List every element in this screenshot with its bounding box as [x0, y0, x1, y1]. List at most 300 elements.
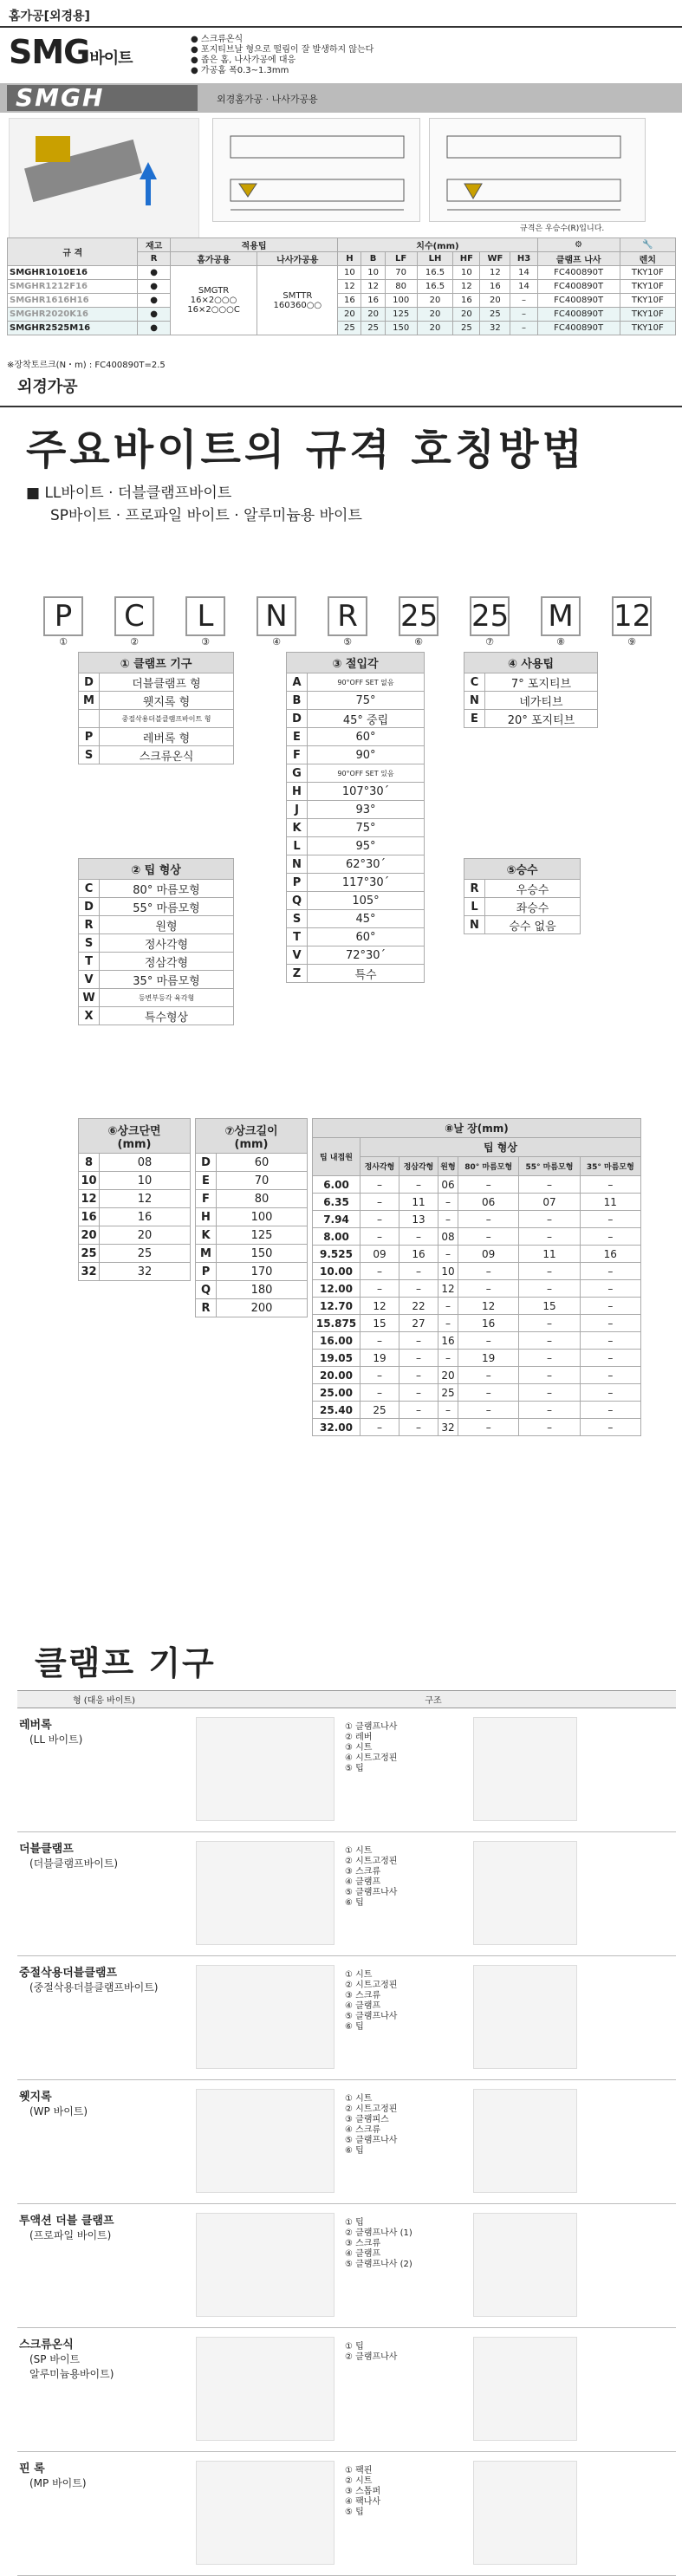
table-title: ① 클램프 기구 — [79, 653, 234, 673]
table-title: ③ 절입각 — [287, 653, 425, 673]
table-cell: R — [196, 1299, 217, 1317]
category-line-1: ■ LL바이트 · 더블클램프바이트 — [26, 485, 232, 502]
table-cell: 12 — [100, 1190, 191, 1208]
col-h: H — [338, 252, 361, 266]
assembly-image — [196, 2337, 335, 2441]
table-cell: 12.70 — [313, 1298, 360, 1315]
part-item: ① 시트 — [345, 2094, 373, 2104]
cut-angle-table — [286, 652, 425, 983]
cell-hf: 25 — [453, 322, 480, 335]
header-tag: 홈가공[외경용] — [9, 10, 90, 23]
cell-value: 원형 — [100, 916, 234, 934]
table-row — [287, 673, 425, 692]
cell-code: SMGHR2525M16 — [8, 322, 138, 335]
cell-value: 60° — [308, 928, 425, 946]
exploded-image — [473, 2213, 577, 2317]
assembly-image — [196, 1841, 335, 1945]
cell-wrench: TKY10F — [620, 294, 675, 308]
tip-shape-table — [78, 858, 234, 1025]
table-cell: – — [580, 1384, 640, 1402]
part-item: ② 시트고정핀 — [345, 2104, 398, 2114]
code-number: ⑥ — [414, 636, 423, 647]
parts-list — [345, 2466, 458, 2565]
table-cell: 06 — [438, 1176, 458, 1194]
code-number: ② — [130, 636, 139, 647]
table-cell: 15 — [360, 1315, 399, 1332]
table-row — [79, 1172, 191, 1190]
cell-wf: 16 — [480, 280, 510, 294]
code-letter-box: 12 — [612, 596, 652, 636]
table-row — [79, 710, 234, 728]
cell-lf: 150 — [385, 322, 417, 335]
cell-hf: 16 — [453, 294, 480, 308]
table-cell: 32 — [438, 1419, 458, 1436]
table-cell: – — [580, 1280, 640, 1298]
table-cell: – — [580, 1419, 640, 1436]
page-title: 주요바이트의 규격 호칭방법 — [26, 426, 586, 474]
table-cell: – — [399, 1350, 438, 1367]
clamp-sub: (MP 바이트) — [29, 2477, 87, 2489]
cell-key: V — [287, 946, 308, 965]
table-cell: 25.00 — [313, 1384, 360, 1402]
table-row — [196, 1281, 308, 1299]
section-label: 외경가공 — [17, 378, 78, 396]
table-row — [17, 1708, 676, 1832]
table-cell: – — [458, 1402, 519, 1419]
category-line-2: SP바이트 · 프로파일 바이트 · 알루미늄용 바이트 — [50, 507, 362, 524]
cell-value: 105° — [308, 892, 425, 910]
cell-key: A — [287, 673, 308, 692]
table-cell: – — [360, 1228, 399, 1246]
cell-key: M — [79, 692, 100, 710]
cell-screw: FC400890T — [537, 280, 620, 294]
clamp-structure-cell — [191, 2328, 676, 2452]
cell-value: 90°OFF SET 있음 — [308, 764, 425, 783]
table-row — [287, 728, 425, 746]
cell-h: 10 — [338, 266, 361, 280]
table-cell: 13 — [399, 1211, 438, 1228]
cell-value: 중절삭용더블클램프바이트 형 — [100, 710, 234, 728]
feature-list — [191, 35, 373, 76]
use-tip-table — [464, 652, 598, 728]
table-row — [287, 710, 425, 728]
feature-item: ● 포지티브날 형으로 떨림이 잘 발생하지 않는다 — [191, 45, 374, 55]
assembly-image — [196, 2089, 335, 2193]
part-item: ④ 클램프 — [345, 1877, 381, 1887]
cell-key: P — [287, 874, 308, 892]
table-cell: – — [580, 1211, 640, 1228]
table-cell: 16 — [399, 1246, 438, 1263]
table-row — [17, 2080, 676, 2204]
table-cell: – — [360, 1194, 399, 1211]
table-row — [17, 2204, 676, 2328]
table-row — [287, 965, 425, 983]
code-letter-box: R — [328, 596, 367, 636]
table-cell: – — [458, 1211, 519, 1228]
cell-code: SMGHR1212F16 — [8, 280, 138, 294]
code-letter-box: 25 — [470, 596, 510, 636]
cell-value: 승수 없음 — [485, 916, 581, 934]
table-cell: – — [360, 1211, 399, 1228]
part-item: ⑤ 팁 — [345, 2508, 364, 2517]
cell-wrench: TKY10F — [620, 308, 675, 322]
table-cell: – — [438, 1350, 458, 1367]
table-cell: 11 — [580, 1194, 640, 1211]
exploded-image — [473, 1717, 577, 1821]
cell-wf: 32 — [480, 322, 510, 335]
table-row — [464, 673, 598, 692]
part-item: ⑥ 팁 — [345, 1898, 364, 1908]
table-cell: 15.875 — [313, 1315, 360, 1332]
table-cell: P — [196, 1263, 217, 1281]
table-cell: 8.00 — [313, 1228, 360, 1246]
table-cell: 25 — [360, 1402, 399, 1419]
cell-h: 16 — [338, 294, 361, 308]
table-row — [196, 1299, 308, 1317]
table-cell: 06 — [458, 1194, 519, 1211]
table-row — [464, 898, 581, 916]
cell-key: T — [287, 928, 308, 946]
clamp-type-cell — [17, 2080, 191, 2204]
table-row — [464, 710, 598, 728]
table-cell: 22 — [399, 1298, 438, 1315]
table-cell: 16 — [79, 1208, 100, 1226]
cell-wrench: TKY10F — [620, 280, 675, 294]
clamp-name: 스크류온식 — [19, 2339, 74, 2352]
table-row — [196, 1154, 308, 1172]
table-row — [287, 892, 425, 910]
table-row — [196, 1208, 308, 1226]
cell-value: 우승수 — [485, 880, 581, 898]
table-cell: 200 — [217, 1299, 308, 1317]
table-row — [17, 1832, 676, 1956]
col-code: 규 격 — [8, 238, 138, 266]
table-row — [196, 1190, 308, 1208]
assembly-image — [196, 1717, 335, 1821]
table-title: ⑧날 장(mm) — [313, 1119, 641, 1138]
cell-value: 레버록 형 — [100, 728, 234, 746]
cell-wf: 20 — [480, 294, 510, 308]
cell-wf: 12 — [480, 266, 510, 280]
table-row — [79, 934, 234, 953]
table-cell: – — [519, 1419, 580, 1436]
table-cell: 12 — [438, 1280, 458, 1298]
table-cell: 11 — [399, 1194, 438, 1211]
part-item: ③ 스크류 — [345, 1991, 381, 2000]
table-row — [79, 1190, 191, 1208]
part-item: ④ 스크류 — [345, 2125, 381, 2135]
table-cell: 20 — [438, 1367, 458, 1384]
cell-value: 더블클램프 형 — [100, 673, 234, 692]
table-row — [287, 692, 425, 710]
exploded-image — [473, 2337, 577, 2441]
cell-key: D — [79, 898, 100, 916]
table-cell: – — [438, 1211, 458, 1228]
cell-key: Q — [287, 892, 308, 910]
table-cell: – — [458, 1384, 519, 1402]
table-cell: 32 — [79, 1263, 100, 1281]
table-cell: – — [458, 1280, 519, 1298]
cell-key: P — [79, 728, 100, 746]
part-item: ① 시트 — [345, 1970, 373, 1980]
cell-key: D — [287, 710, 308, 728]
table-cell: 7.94 — [313, 1211, 360, 1228]
table-title: ⑦상크길이 (mm) — [196, 1119, 308, 1154]
cell-b: 12 — [361, 280, 385, 294]
table-cell: – — [438, 1194, 458, 1211]
table-cell: 27 — [399, 1315, 438, 1332]
cell-b: 16 — [361, 294, 385, 308]
feature-item: ● 스크류온식 — [191, 35, 244, 44]
hand-table — [464, 858, 581, 934]
product-name: SMG — [9, 33, 90, 71]
cell-value: 75° — [308, 819, 425, 837]
table-row — [79, 916, 234, 934]
table-cell: – — [519, 1367, 580, 1384]
col-structure: 구조 — [191, 1691, 676, 1708]
table-cell: 16.00 — [313, 1332, 360, 1350]
part-item: ① 팁 — [345, 2342, 364, 2352]
clamp-name: 중절삭용더블클램프 — [19, 1967, 118, 1980]
cell-b: 20 — [361, 308, 385, 322]
cell-key: L — [464, 898, 485, 916]
table-row — [313, 1315, 641, 1332]
dimension-diagram-1 — [212, 118, 420, 222]
cell-key: X — [79, 1007, 100, 1025]
cell-key: N — [464, 916, 485, 934]
col-shape-type: 정삼각형 — [399, 1157, 438, 1176]
part-item: ③ 스크류 — [345, 2239, 381, 2248]
cell-key: S — [287, 910, 308, 928]
structure-row — [191, 1832, 676, 1945]
table-row — [79, 673, 234, 692]
code-number: ⑤ — [343, 636, 352, 647]
cell-lh: 16.5 — [417, 280, 453, 294]
table-cell: 11 — [519, 1246, 580, 1263]
clamp-sub: (중절삭용더블클램프바이트) — [29, 1981, 159, 1994]
cell-h: 20 — [338, 308, 361, 322]
table-row — [313, 1246, 641, 1263]
table-row — [17, 1956, 676, 2080]
clamp-type-cell — [17, 2328, 191, 2452]
col-inscribed: 팁 내접원 — [313, 1138, 360, 1176]
part-item: ④ 팩나사 — [345, 2497, 381, 2507]
table-cell: – — [519, 1263, 580, 1280]
parts-list — [345, 2218, 458, 2317]
code-letter-box: M — [541, 596, 581, 636]
code-number: ③ — [201, 636, 210, 647]
clamp-type-cell — [17, 2204, 191, 2328]
part-item: ④ 시트고정핀 — [345, 1753, 398, 1763]
part-item: ⑤ 클램프나사 — [345, 2012, 398, 2021]
table-row — [287, 910, 425, 928]
part-item: ⑤ 클램프나사 — [345, 2136, 398, 2145]
table-cell: 32 — [100, 1263, 191, 1281]
col-type: 형 (대응 바이트) — [17, 1691, 191, 1708]
cell-value: 20° 포지티브 — [485, 710, 598, 728]
cell-lh: 20 — [417, 308, 453, 322]
cell-h: 12 — [338, 280, 361, 294]
cell-h3: 14 — [510, 266, 537, 280]
cell-value: 117°30´ — [308, 874, 425, 892]
table-cell: – — [580, 1228, 640, 1246]
table-row — [79, 971, 234, 989]
col-wrench: 렌치 — [620, 252, 675, 266]
table-row — [287, 801, 425, 819]
cell-stock: ● — [138, 308, 170, 322]
clamp-structure-cell — [191, 1956, 676, 2080]
cell-tip-thread: SMTTR 160360○○ — [257, 266, 338, 335]
structure-row — [191, 1956, 676, 2069]
cell-wrench: TKY10F — [620, 266, 675, 280]
table-cell: 07 — [519, 1194, 580, 1211]
table-row — [196, 1245, 308, 1263]
code-number: ① — [59, 636, 68, 647]
col-tip1: 홈가공용 — [170, 252, 257, 266]
cell-screw: FC400890T — [537, 308, 620, 322]
table-row — [287, 855, 425, 874]
cell-stock: ● — [138, 322, 170, 335]
cell-wrench: TKY10F — [620, 322, 675, 335]
code-number: ⑦ — [485, 636, 494, 647]
table-cell: 25 — [100, 1245, 191, 1263]
part-item: ② 시트고정핀 — [345, 1981, 398, 1990]
cell-screw: FC400890T — [537, 322, 620, 335]
clamp-type-cell — [17, 2452, 191, 2576]
part-item: ⑤ 클램프나사 — [345, 1888, 398, 1897]
table-row — [79, 1263, 191, 1281]
table-cell: 16 — [100, 1208, 191, 1226]
cell-value: 등변부등각 육각형 — [100, 989, 234, 1007]
cell-value: 62°30´ — [308, 855, 425, 874]
table-cell: – — [458, 1228, 519, 1246]
cell-key: N — [464, 692, 485, 710]
col-dims: 치수(mm) — [338, 238, 537, 252]
cell-key: C — [79, 880, 100, 898]
table-row — [196, 1172, 308, 1190]
part-item: ① 팩핀 — [345, 2466, 373, 2475]
table-cell: – — [519, 1280, 580, 1298]
cell-value: 35° 마름모형 — [100, 971, 234, 989]
cell-stock: ● — [138, 280, 170, 294]
cell-b: 10 — [361, 266, 385, 280]
spec-footnote: ※장착토르크(N・m) : FC400890T=2.5 — [7, 361, 166, 370]
table-cell: 19 — [458, 1350, 519, 1367]
cell-lf: 125 — [385, 308, 417, 322]
cell-value: 72°30´ — [308, 946, 425, 965]
table-cell: F — [196, 1190, 217, 1208]
table-cell: – — [438, 1298, 458, 1315]
part-item: ③ 시트 — [345, 1743, 373, 1753]
clamp-name: 투액션 더블 클램프 — [19, 2215, 114, 2228]
cell-key: L — [287, 837, 308, 855]
blade-length-table — [312, 1118, 641, 1436]
clamp-mech-table — [78, 652, 234, 764]
table-row — [196, 1226, 308, 1245]
table-row — [196, 1263, 308, 1281]
cell-hf: 20 — [453, 308, 480, 322]
table-cell: – — [399, 1384, 438, 1402]
code-letter-box: L — [185, 596, 225, 636]
table-cell: 170 — [217, 1263, 308, 1281]
table-cell: – — [458, 1367, 519, 1384]
clamp-type-cell — [17, 1708, 191, 1832]
table-cell: 19.05 — [313, 1350, 360, 1367]
clamp-structure-table — [17, 1690, 676, 2576]
cell-key: J — [287, 801, 308, 819]
table-cell: – — [458, 1263, 519, 1280]
table-cell: – — [580, 1367, 640, 1384]
cell-key: R — [79, 916, 100, 934]
table-row — [464, 880, 581, 898]
cell-lf: 100 — [385, 294, 417, 308]
feature-item: ● 가공홈 폭0.3~1.3mm — [191, 66, 289, 75]
table-cell: M — [196, 1245, 217, 1263]
structure-row — [191, 2204, 676, 2317]
table-row — [79, 1226, 191, 1245]
table-cell: – — [438, 1402, 458, 1419]
table-cell: K — [196, 1226, 217, 1245]
table-row — [79, 692, 234, 710]
divider — [0, 26, 682, 28]
table-cell: 6.00 — [313, 1176, 360, 1194]
table-row — [287, 946, 425, 965]
exploded-image — [473, 2089, 577, 2193]
table-row — [79, 989, 234, 1007]
cell-key: W — [79, 989, 100, 1007]
table-row — [313, 1263, 641, 1280]
cell-key: R — [464, 880, 485, 898]
cell-value: 55° 마름모형 — [100, 898, 234, 916]
table-cell: – — [360, 1176, 399, 1194]
part-item: ③ 스톱퍼 — [345, 2487, 381, 2496]
cell-h3: – — [510, 294, 537, 308]
cell-key: T — [79, 953, 100, 971]
table-cell: 80 — [217, 1190, 308, 1208]
table-cell: 70 — [217, 1172, 308, 1190]
table-cell: 09 — [458, 1246, 519, 1263]
table-cell: – — [399, 1228, 438, 1246]
clamp-sub: (LL 바이트) — [29, 1734, 83, 1746]
cell-lh: 16.5 — [417, 266, 453, 280]
cell-key: G — [287, 764, 308, 783]
table-row — [79, 880, 234, 898]
product-title — [9, 33, 133, 71]
part-item: ① 시트 — [345, 1846, 373, 1856]
table-row — [313, 1176, 641, 1194]
table-cell: 19 — [360, 1350, 399, 1367]
table-cell: 150 — [217, 1245, 308, 1263]
table-cell: 25 — [438, 1384, 458, 1402]
table-cell: 6.35 — [313, 1194, 360, 1211]
table-row — [313, 1350, 641, 1367]
table-cell: 25 — [79, 1245, 100, 1263]
table-cell: E — [196, 1172, 217, 1190]
dimension-diagram-2 — [429, 118, 646, 222]
col-wrench-icon: 🔧 — [620, 238, 675, 252]
clamp-structure-cell — [191, 1832, 676, 1956]
col-h3: H3 — [510, 252, 537, 266]
table-cell: 08 — [438, 1228, 458, 1246]
table-row — [79, 953, 234, 971]
col-screw: 클램프 나사 — [537, 252, 620, 266]
cell-value: 60° — [308, 728, 425, 746]
clamp-type-cell — [17, 1956, 191, 2080]
shank-section-table — [78, 1118, 191, 1281]
parts-list — [345, 1970, 458, 2069]
table-cell: 09 — [360, 1246, 399, 1263]
cell-value: 75° — [308, 692, 425, 710]
